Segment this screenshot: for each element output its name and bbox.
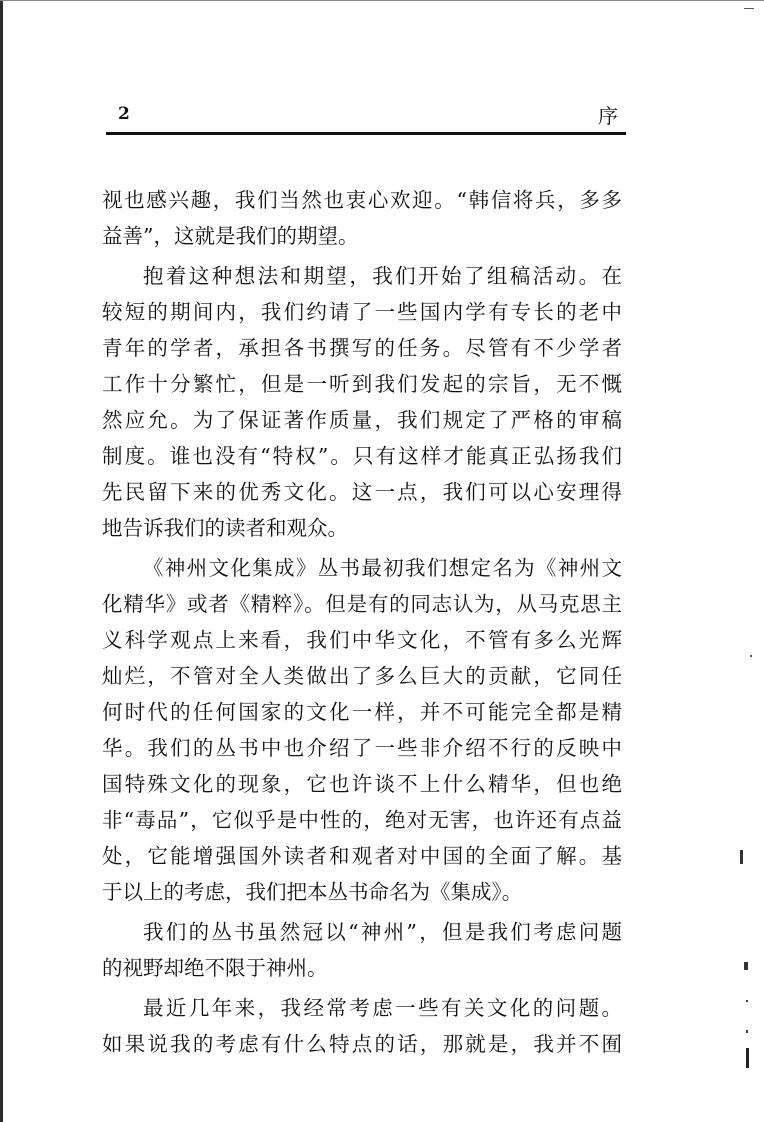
text-line: 较短的期间内，我们约请了一些国内学有专长的老中: [102, 300, 622, 324]
paragraph: [102, 258, 622, 546]
page-top-edge: [0, 0, 764, 1]
text-line: 义科学观点上来看，我们中华文化，不管有多么光辉: [102, 628, 622, 652]
text-line: 工作十分繁忙，但是一听到我们发起的宗旨，无不慨: [102, 372, 622, 396]
paragraph: [102, 990, 622, 1062]
running-head: 序: [598, 104, 618, 128]
paragraph: [102, 914, 622, 986]
page-left-edge: [0, 0, 3, 1122]
body-text: [102, 182, 622, 1062]
text-line: 何时代的任何国家的文化一样，并不可能完全都是精: [102, 700, 622, 724]
text-line: 《神州文化集成》丛书最初我们想定名为《神州文: [143, 556, 622, 580]
scan-speck: [750, 655, 752, 657]
text-line: 视也感兴趣，我们当然也衷心欢迎。“韩信将兵，多多: [102, 188, 622, 212]
text-line: 然应允。为了保证著作质量，我们规定了严格的审稿: [102, 408, 622, 432]
text-line: 非“毒品”，它似乎是中性的，绝对无害，也许还有点益: [102, 808, 622, 832]
scan-speck: [746, 1030, 748, 1033]
scan-speck: [746, 1048, 749, 1068]
scan-speck: [744, 962, 748, 970]
text-line: 灿烂，不管对全人类做出了多么巨大的贡献，它同任: [102, 664, 622, 688]
page-number: 2: [118, 104, 130, 124]
text-line: 的视野却绝不限于神州。: [102, 956, 328, 980]
text-line: 地告诉我们的读者和观众。: [102, 516, 348, 540]
text-line: 我们的丛书虽然冠以“神州”，但是我们考虑问题: [143, 920, 622, 944]
text-line: 先民留下来的优秀文化。这一点，我们可以心安理得: [102, 480, 622, 504]
text-line: 处，它能增强国外读者和观者对中国的全面了解。基: [102, 844, 622, 868]
text-line: 青年的学者，承担各书撰写的任务。尽管有不少学者: [102, 336, 622, 360]
text-line: 如果说我的考虑有什么特点的话，那就是，我并不囿: [102, 1032, 622, 1056]
text-line: 最近几年来，我经常考虑一些有关文化的问题。: [143, 996, 622, 1020]
text-line: 国特殊文化的现象，它也许谈不上什么精华，但也绝: [102, 772, 622, 796]
text-line: 抱着这种想法和期望，我们开始了组稿活动。在: [143, 264, 622, 288]
paragraph: [102, 550, 622, 910]
page-header: [106, 98, 626, 132]
scan-speck: [744, 8, 754, 9]
text-line: 益善”，这就是我们的期望。: [102, 224, 359, 248]
text-line: 制度。谁也没有“特权”。只有这样才能真正弘扬我们: [102, 444, 622, 468]
scan-speck: [740, 850, 743, 864]
text-line: 化精华》或者《精粹》。但是有的同志认为，从马克思主: [102, 592, 622, 616]
header-rule: [106, 132, 626, 135]
text-line: 华。我们的丛书中也介绍了一些非介绍不行的反映中: [102, 736, 622, 760]
text-line: 于以上的考虑，我们把本丛书命名为《集成》。: [102, 880, 523, 904]
paragraph: [102, 182, 622, 254]
scan-speck: [746, 1000, 748, 1002]
